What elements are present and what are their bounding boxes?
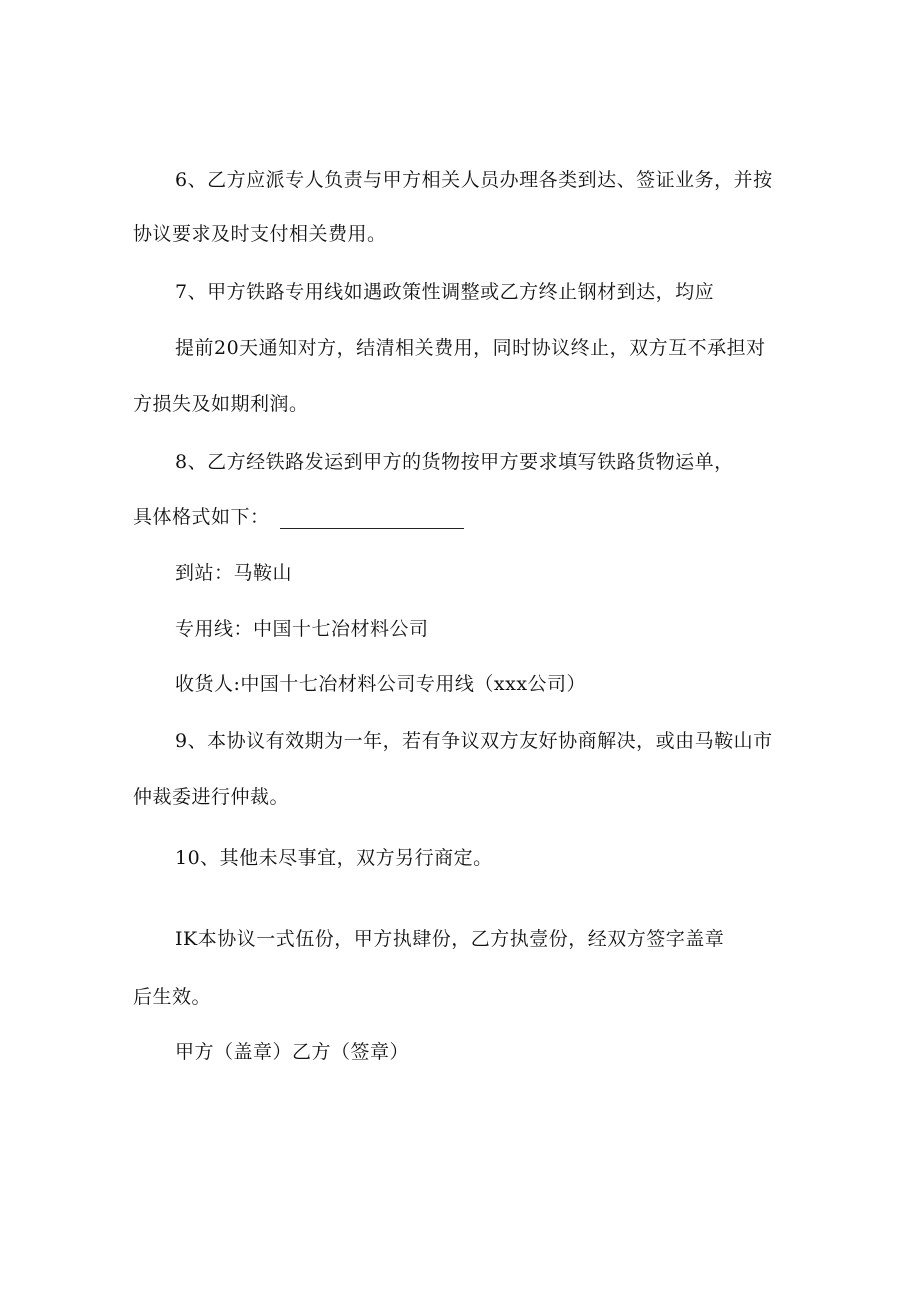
clause-7-line-2: 提前20天通知对方，结清相关费用，同时协议终止，双方互不承担对	[175, 337, 766, 359]
clause-7-line-3: 方损失及如期利润。	[133, 393, 309, 415]
clause-6-line-1: 6、乙方应派专人负责与甲方相关人员办理各类到达、签证业务，并按	[175, 169, 773, 191]
siding-line: 专用线：中国十七冶材料公司	[175, 618, 429, 640]
blank-underline	[280, 510, 464, 529]
format-label: 具体格式如下：	[133, 506, 270, 528]
station-line: 到站：马鞍山	[175, 562, 293, 584]
clause-11-line-2: 后生效。	[133, 986, 212, 1008]
clause-10: 10、其他未尽事宜，双方另行商定。	[175, 847, 493, 869]
consignee-line: 收货人:中国十七冶材料公司专用线（xxx公司）	[175, 673, 587, 695]
clause-8-line-2	[133, 505, 464, 529]
clause-11-line-1: IK本协议一式伍份，甲方执肆份，乙方执壹份，经双方签字盖章	[175, 928, 725, 950]
clause-6-line-2: 协议要求及时支付相关费用。	[133, 223, 387, 245]
clause-9-line-1: 9、本协议有效期为一年，若有争议双方友好协商解决，或由马鞍山市	[175, 730, 773, 752]
clause-8-line-1: 8、乙方经铁路发运到甲方的货物按甲方要求填写铁路货物运单，	[175, 451, 734, 473]
clause-9-line-2: 仲裁委进行仲裁。	[133, 786, 290, 808]
clause-7-line-1: 7、甲方铁路专用线如遇政策性调整或乙方终止钢材到达，均应	[175, 281, 715, 303]
signature-line: 甲方（盖章）乙方（签章）	[175, 1041, 410, 1063]
